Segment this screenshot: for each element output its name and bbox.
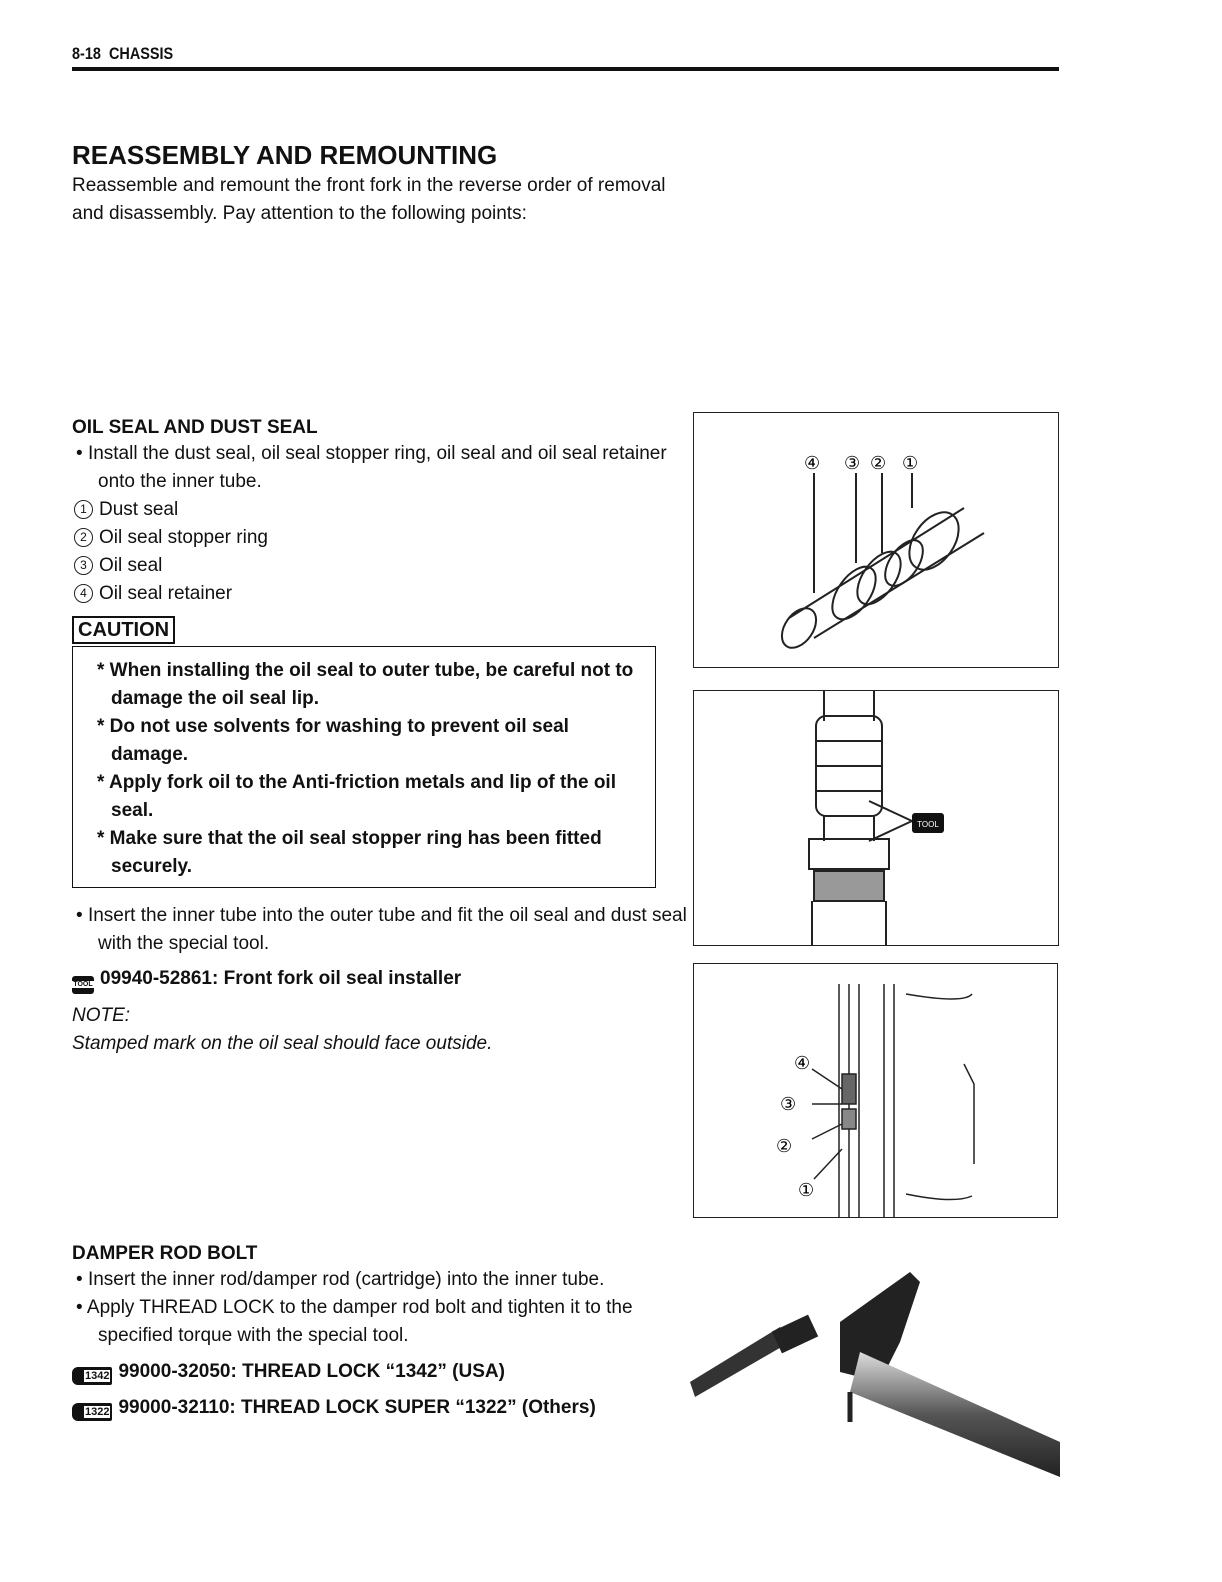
callout-3: ③ <box>780 1094 797 1115</box>
special-tool-line: TOOL 09940-52861: Front fork oil seal installer <box>72 965 461 994</box>
figure-seal-section <box>693 963 1058 1218</box>
caution-box <box>72 646 656 888</box>
section-name: CHASSIS <box>108 44 174 63</box>
thread-lock-line: 1342 99000-32050: THREAD LOCK “1342” (USA) <box>72 1358 505 1386</box>
figure-seal-order <box>693 412 1059 668</box>
tool-icon: TOOL <box>72 976 94 994</box>
caution-item: * Make sure that the oil seal stopper ring has been fitted securely. <box>97 828 602 877</box>
intro-text: Reassemble and remount the front fork in the reverse order of removal and disassembly. Pay attention to the following points: <box>72 175 666 224</box>
oil-seal-bullet-2: • Insert the inner tube into the outer tube and fit the oil seal and dust seal with the special tool. <box>76 905 687 954</box>
part-item: 4 Oil seal retainer <box>74 580 268 608</box>
damper-bullet: • Apply THREAD LOCK to the damper rod bolt and tighten it to the specified torque with the special tool. <box>76 1297 633 1346</box>
part-item: 1 Dust seal <box>74 496 268 524</box>
thread-lock-icon: 1322 <box>72 1403 112 1421</box>
callout-1: ① <box>798 1180 815 1201</box>
caution-item: * When installing the oil seal to outer tube, be careful not to damage the oil seal lip. <box>97 660 634 709</box>
oil-seal-bullet-1: • Install the dust seal, oil seal stopper ring, oil seal and oil seal retainer onto the inner tube. <box>76 443 667 492</box>
page-header <box>72 44 173 64</box>
damper-bolt-photo <box>690 1262 1060 1482</box>
damper-bullet: • Insert the inner rod/damper rod (cartridge) into the inner tube. <box>76 1269 605 1290</box>
parts-list <box>74 496 268 608</box>
caution-label: CAUTION <box>72 616 175 644</box>
thread-lock-icon: 1342 <box>72 1367 112 1385</box>
callout-1: ① <box>902 453 919 474</box>
note-text: Stamped mark on the oil seal should face outside. <box>72 1033 493 1054</box>
header-rule <box>72 67 1059 71</box>
svg-text:TOOL: TOOL <box>917 820 939 829</box>
figure-seal-installer <box>693 690 1059 946</box>
tool-icon <box>912 813 944 833</box>
callout-4: ④ <box>794 1053 811 1074</box>
damper-heading: DAMPER ROD BOLT <box>72 1243 258 1264</box>
page-number: 8-18 <box>72 44 101 63</box>
part-item: 2 Oil seal stopper ring <box>74 524 268 552</box>
callout-2: ② <box>776 1136 793 1157</box>
caution-item: * Do not use solvents for washing to prevent oil seal damage. <box>97 716 569 765</box>
oil-seal-heading: OIL SEAL AND DUST SEAL <box>72 417 318 438</box>
thread-lock-line: 1322 99000-32110: THREAD LOCK SUPER “1322” (Others) <box>72 1394 596 1422</box>
callout-3: ③ <box>844 453 861 474</box>
callout-4: ④ <box>804 453 821 474</box>
page-title: REASSEMBLY AND REMOUNTING <box>72 140 498 170</box>
note-label: NOTE: <box>72 1005 131 1026</box>
part-item: 3 Oil seal <box>74 552 268 580</box>
seal-installer-illustration <box>694 691 1058 945</box>
callout-2: ② <box>870 453 887 474</box>
seal-section-illustration <box>694 964 1057 1217</box>
caution-item: * Apply fork oil to the Anti-friction metals and lip of the oil seal. <box>97 772 616 821</box>
seal-order-illustration <box>694 413 1058 667</box>
fork-wrench-photo <box>690 1262 1060 1482</box>
